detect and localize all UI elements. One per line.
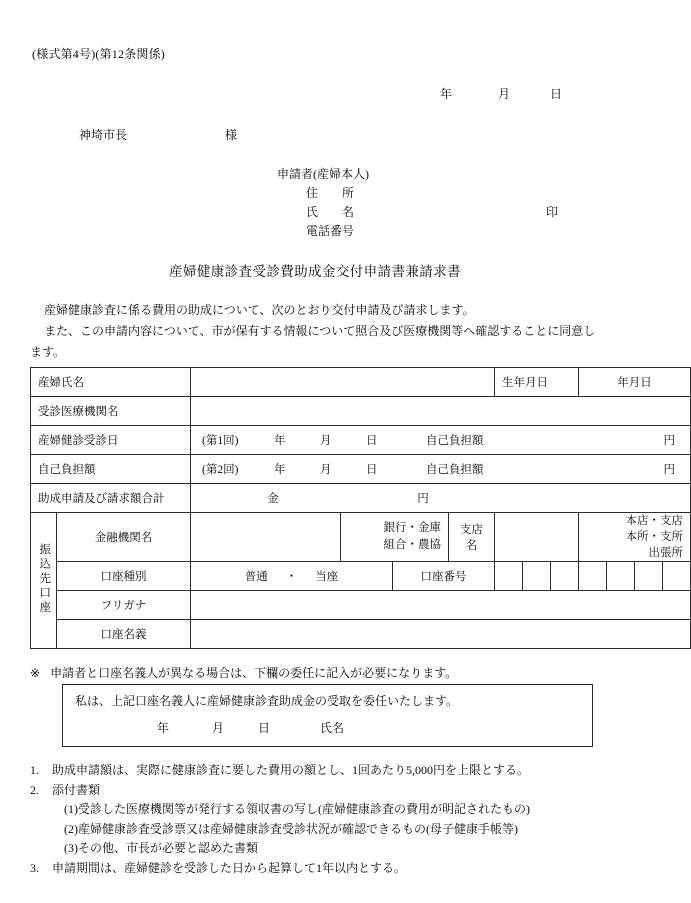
note-text: 申請者と口座名義人が異なる場合は、下欄の委任に記入が必要になります。 — [50, 666, 458, 680]
total-yen-symbol: 円 — [417, 493, 429, 505]
account-type-ordinary[interactable]: 普通 — [244, 571, 268, 583]
birthdate-day: 日 — [640, 377, 652, 389]
visit-date-label: 産婦健診受診日 — [31, 426, 191, 455]
footnotes — [30, 761, 606, 878]
table-row-furigana — [31, 591, 691, 620]
footnote-text: 添付書類 — [52, 782, 101, 797]
table-row-mother-name — [31, 368, 691, 397]
visit-2-month: 月 — [320, 464, 332, 476]
branch-kind-line3: 出張所 — [648, 547, 684, 559]
table-row-visit-2 — [31, 455, 691, 484]
bank-name-input[interactable] — [191, 513, 341, 562]
footnote-subitem: (3)その他、市長が必要と認めた書類 — [64, 841, 258, 855]
account-number-digit[interactable] — [579, 562, 607, 591]
applicant-phone-row — [277, 222, 580, 241]
visit-1-cell[interactable] — [191, 426, 691, 455]
furigana-label: フリガナ — [57, 591, 191, 620]
table-row-total — [31, 484, 691, 513]
delegation-note — [30, 664, 457, 681]
footnote-text: 助成申請額は、実際に健康診査に要した費用の額とし、1回あたり5,000円を上限とする。 — [52, 763, 530, 777]
bank-kind-options[interactable] — [341, 513, 449, 562]
mother-name-label: 産婦氏名 — [31, 368, 191, 397]
bank-kind-line1: 銀行・金庫 — [383, 522, 441, 534]
table-row-visit-1 — [31, 426, 691, 455]
application-table — [30, 367, 691, 649]
delegation-month: 月 — [212, 721, 225, 735]
account-type-current[interactable]: 当座 — [315, 571, 339, 583]
account-type-separator: ・ — [285, 571, 298, 583]
account-number-digit[interactable] — [495, 562, 523, 591]
addressee — [79, 126, 237, 143]
visit-2-year: 年 — [274, 464, 286, 476]
account-number-digit[interactable] — [663, 562, 691, 591]
delegation-date-name-row — [63, 709, 592, 736]
visit-2-cell[interactable] — [191, 455, 691, 484]
birthdate-month: 月 — [628, 377, 641, 389]
footnote-number: 1. — [30, 763, 39, 777]
header-date-month: 月 — [498, 87, 511, 101]
addressee-name: 神埼市長 — [79, 128, 128, 142]
account-holder-label: 口座名義 — [57, 620, 191, 649]
applicant-name-row — [277, 203, 580, 222]
form-code: (様式第4号)(第12条関係) — [32, 47, 165, 61]
footnote-number: 2. — [30, 782, 39, 797]
applicant-phone-label: 電話番号 — [306, 224, 355, 238]
visit-2-kai: (第2回) — [202, 464, 239, 476]
visit-1-selfpay-label: 自己負担額 — [426, 435, 484, 447]
branch-kind-line2: 本所・支所 — [625, 531, 684, 543]
applicant-address-row — [277, 184, 580, 203]
visit-2-day: 日 — [366, 464, 378, 476]
table-row-clinic — [31, 397, 691, 426]
delegation-day: 日 — [258, 721, 271, 735]
branch-kind-line1: 本店・支店 — [625, 515, 684, 527]
applicant-address-label: 住 所 — [306, 186, 361, 200]
visit-1-day: 日 — [366, 435, 378, 447]
visit-1-yen: 円 — [663, 435, 676, 447]
delegation-box[interactable] — [62, 684, 593, 747]
account-type-options[interactable] — [191, 562, 393, 591]
footnote-item — [30, 859, 606, 879]
total-kin-symbol: 金 — [267, 493, 279, 505]
visit-1-year: 年 — [274, 435, 286, 447]
applicant-name-label: 氏 名 — [306, 205, 361, 219]
applicant-seal-label: 印 — [545, 205, 558, 219]
document-title: 産婦健康診査受診費助成金交付申請書兼請求書 — [169, 264, 461, 279]
branch-name-input[interactable] — [495, 513, 579, 562]
account-number-digit[interactable] — [523, 562, 551, 591]
table-row-bank-name — [31, 513, 691, 562]
branch-label: 支店名 — [449, 513, 495, 562]
footnote-item — [30, 781, 606, 801]
total-cell[interactable] — [191, 484, 691, 513]
footnote-subitem: (2)産婦健康診査受診票又は産婦健康診査受診状況が確認できるもの(母子健康手帳等) — [64, 821, 518, 836]
clinic-input[interactable] — [191, 397, 691, 426]
table-row-account-holder — [31, 620, 691, 649]
visit-1-month: 月 — [320, 435, 332, 447]
account-number-digit[interactable] — [635, 562, 663, 591]
account-type-label: 口座種別 — [57, 562, 191, 591]
addressee-honorific: 様 — [225, 128, 238, 142]
delegation-statement: 私は、上記口座名義人に産婦健康診査助成金の受取を委任いたします。 — [75, 694, 459, 708]
total-label: 助成申請及び請求額合計 — [31, 484, 191, 513]
bank-name-label: 金融機関名 — [57, 513, 191, 562]
delegation-name-label: 氏名 — [320, 721, 345, 735]
mother-name-input[interactable] — [191, 368, 495, 397]
account-number-digit[interactable] — [607, 562, 635, 591]
header-date-day: 日 — [550, 87, 563, 101]
branch-kind-options[interactable] — [579, 513, 691, 562]
footnote-text: 申請期間は、産婦健診を受診した日から起算して1年以内とする。 — [52, 860, 407, 875]
visit-2-selfpay-label: 自己負担額 — [426, 464, 484, 476]
birthdate-year: 年 — [617, 377, 629, 389]
visit-1-kai: (第1回) — [202, 435, 239, 447]
footnote-item — [30, 761, 606, 781]
header-date-year: 年 — [440, 87, 453, 101]
header-date-line — [440, 85, 600, 102]
delegation-year: 年 — [157, 721, 170, 735]
footnote-subitem: (1)受診した医療機関等が発行する領収書の写し(産婦健康診査の費用が明記されたもの) — [64, 802, 530, 816]
visit-2-yen: 円 — [663, 464, 676, 476]
account-number-label: 口座番号 — [393, 562, 495, 591]
table-row-account-type — [31, 562, 691, 591]
furigana-input[interactable] — [191, 591, 691, 620]
clinic-label: 受診医療機関名 — [31, 397, 191, 426]
bank-kind-line2: 組合・農協 — [383, 539, 441, 551]
birthdate-label: 生年月日 — [495, 368, 579, 397]
intro-paragraph-1: 産婦健康診査に係る費用の助成について、次のとおり交付申請及び請求します。 — [44, 303, 475, 317]
note-mark: ※ — [30, 666, 41, 680]
birthdate-input[interactable] — [579, 368, 691, 397]
transfer-account-vertical-label: 振込先口座 — [31, 513, 57, 649]
intro-paragraphs — [30, 300, 600, 363]
footnote-number: 3. — [30, 860, 39, 875]
account-number-digit[interactable] — [551, 562, 579, 591]
account-holder-input[interactable] — [191, 620, 691, 649]
applicant-title: 申請者(産婦本人) — [277, 167, 369, 181]
intro-paragraph-2: また、この申請内容について、市が保有する情報について照合及び医療機関等へ確認することに同意します。 — [30, 324, 596, 359]
self-pay-label: 自己負担額 — [31, 455, 191, 484]
applicant-block — [277, 165, 580, 241]
